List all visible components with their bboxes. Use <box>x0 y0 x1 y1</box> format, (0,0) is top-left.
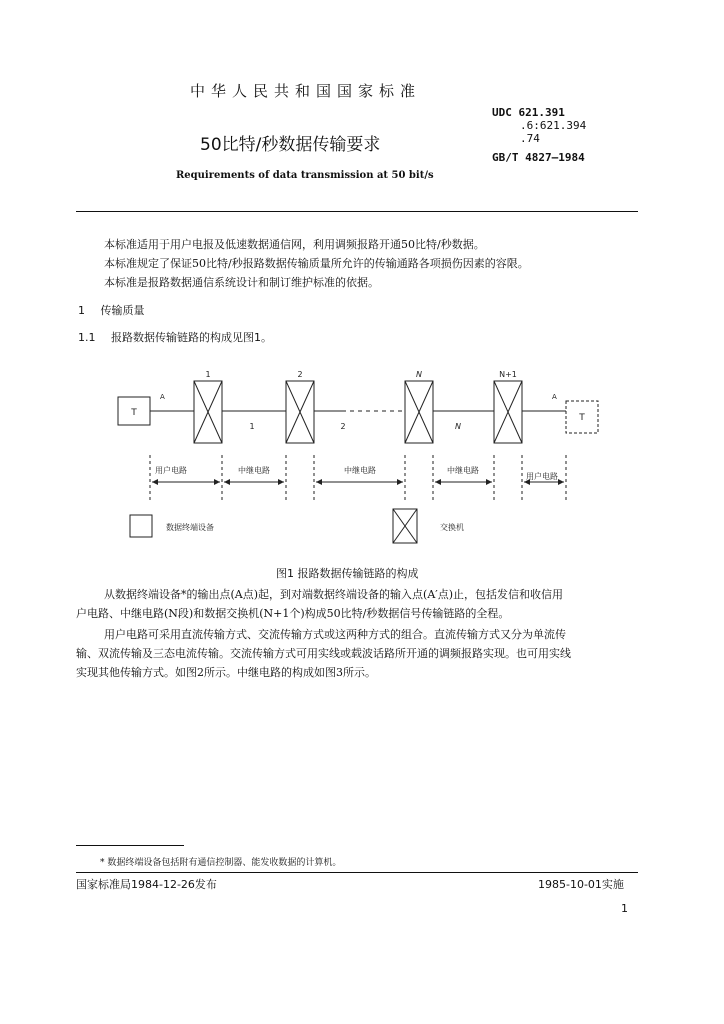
document-title-en: Requirements of data transmission at 50 bit/s <box>176 170 434 181</box>
udc-line-2: .6:621.394 <box>520 119 587 132</box>
document-title-cn: 50比特/秒数据传输要求 <box>200 135 381 155</box>
figure-1-caption: 图1 报路数据传输链路的构成 <box>276 567 419 580</box>
segment-label-2: 中继电路 <box>238 466 270 475</box>
switch-2-label: 2 <box>297 370 303 379</box>
intro-paragraph-2: 本标准规定了保证50比特/秒报路数据传输质量所允许的传输通路各项损伤因素的容限。 <box>104 257 529 270</box>
issued-date: 国家标准局1984-12-26发布 <box>76 878 217 891</box>
section-1-1-number: 1.1 <box>78 331 96 344</box>
footnote-divider <box>76 845 184 846</box>
body-line-4: 输、双流传输及三态电流传输。交流传输方式可用实线或载波话路所开通的调频报路实现。也可用实线 <box>76 647 571 660</box>
switch-n-label: N <box>416 370 422 379</box>
footnote: * 数据终端设备包括附有通信控制器、能发收数据的计算机。 <box>100 858 342 868</box>
gb-number: GB/T 4827—1984 <box>492 151 585 164</box>
segment-label-4: 中继电路 <box>447 466 479 475</box>
terminal-right-label: T <box>579 413 585 423</box>
page-number: 1 <box>621 902 628 915</box>
legend-terminal-box <box>130 515 152 537</box>
body-line-2: 户电路、中继电路(N段)和数据交换机(N+1个)构成50比特/秒数据信号传输链路的全程。 <box>76 607 510 620</box>
switch-n-plus-1-label: N+1 <box>499 370 517 379</box>
terminal-left-label: T <box>131 408 137 418</box>
segment-label-3: 中继电路 <box>344 466 376 475</box>
link-2-label: 2 <box>340 422 346 431</box>
effective-date: 1985-10-01实施 <box>538 878 624 891</box>
legend-switch-label: 交换机 <box>440 523 464 532</box>
udc-line-1: UDC 621.391 <box>492 106 565 119</box>
switch-1-label: 1 <box>205 370 211 379</box>
section-1-number: 1 <box>78 304 85 317</box>
body-line-3: 用户电路可采用直流传输方式、交流传输方式或这两种方式的组合。直流传输方式又分为单流传 <box>104 628 566 641</box>
national-standard-heading: 中华人民共和国国家标准 <box>190 82 422 100</box>
segment-label-5: 用户电路 <box>526 472 558 481</box>
link-n-label: N <box>455 422 461 431</box>
point-a-right-label: A <box>552 393 557 401</box>
section-1-title: 传输质量 <box>100 304 145 317</box>
body-line-5: 实现其他传输方式。如图2所示。中继电路的构成如图3所示。 <box>76 666 376 679</box>
point-a-left-label: A <box>160 393 165 401</box>
footer-divider <box>76 872 638 873</box>
link-1-label: 1 <box>249 422 255 431</box>
udc-line-3: .74 <box>520 132 540 145</box>
intro-paragraph-3: 本标准是报路数据通信系统设计和制订维护标准的依据。 <box>104 276 379 289</box>
legend-terminal-label: 数据终端设备 <box>166 523 214 532</box>
intro-paragraph-1: 本标准适用于用户电报及低速数据通信网，利用调频报路开通50比特/秒数据。 <box>104 238 485 251</box>
segment-label-1: 用户电路 <box>155 466 187 475</box>
section-1-1-text: 报路数据传输链路的构成见图1。 <box>111 331 272 344</box>
body-line-1: 从数据终端设备*的输出点(A点)起，到对端数据终端设备的输入点(A′点)止，包括发信和收信用 <box>104 588 564 601</box>
